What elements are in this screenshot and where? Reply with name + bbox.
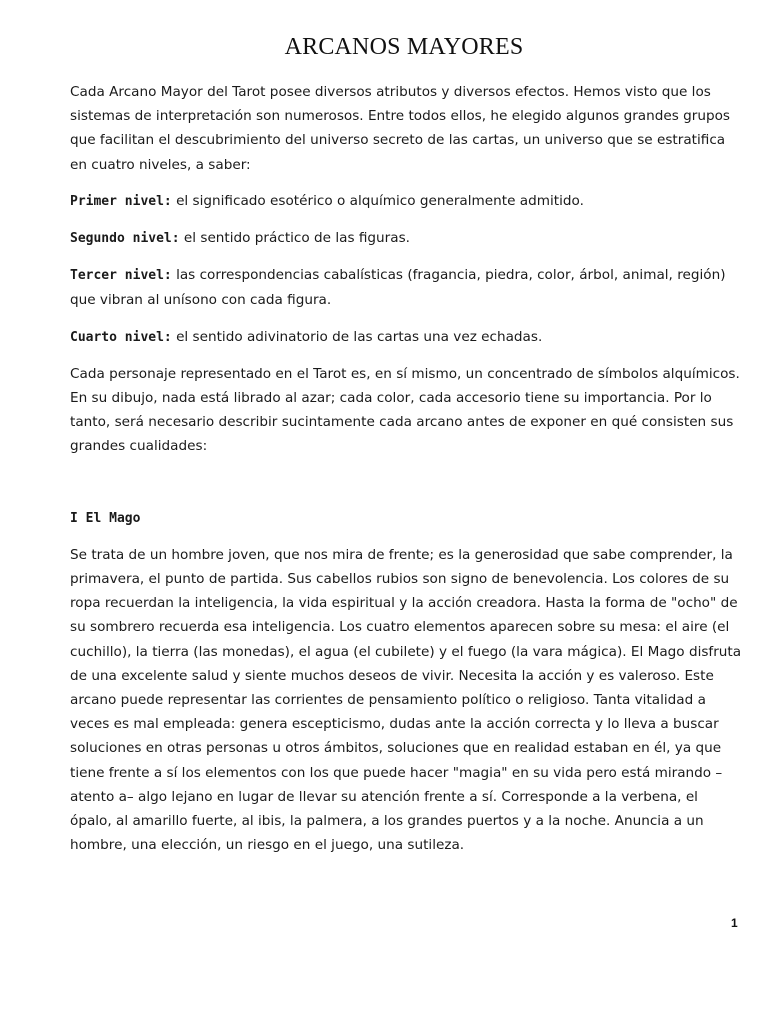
intro-paragraph: Cada Arcano Mayor del Tarot posee diversos atributos y diversos efectos. Hemos visto que los sistemas de interpretación son numerosos. Entre todos ellos, he elegido algunos grandes grupos que facilitan el descubrimiento del universo secreto de las cartas, un universo que se estratifica en cuatro niveles, a saber: xyxy=(70,84,730,173)
section-heading: I El Mago xyxy=(70,510,141,526)
level-label: Segundo nivel: xyxy=(70,231,180,247)
page-number: 1 xyxy=(731,916,738,930)
level-label: Primer nivel: xyxy=(70,193,172,209)
page-title: ARCANOS MAYORES xyxy=(284,34,524,60)
symbols-paragraph: Cada personaje representado en el Tarot es, en sí mismo, un concentrado de símbolos alquímicos. En su dibujo, nada está librado al azar; cada color, cada accesorio tiene su importancia. Por lo tanto, será necesario describir sucintamente cada arcano antes de exponer en qué consisten sus grandes cualidades: xyxy=(70,365,740,455)
level-text: el significado esotérico o alquímico generalmente admitido. xyxy=(171,192,584,209)
level-label: Cuarto nivel: xyxy=(70,329,172,345)
document-body xyxy=(70,80,742,869)
level-item xyxy=(70,263,742,312)
level-text: el sentido adivinatorio de las cartas una vez echadas. xyxy=(171,328,543,345)
level-item xyxy=(70,325,742,350)
level-item xyxy=(70,226,742,251)
section-body: Se trata de un hombre joven, que nos mira de frente; es la generosidad que sabe comprender, la primavera, el punto de partida. Sus cabellos rubios son signo de benevolencia. Los colores de su ropa recuerdan la inteligencia, la vida espiritual y la acción creadora. Hasta la forma de "ocho" de su sombrero recuerda esa inteligencia. Los cuatro elementos aparecen sobre su mesa: el aire (el cuchillo), la tierra (las monedas), el agua (el cubilete) y el fuego (la vara mágica). El Mago disfruta de una excelente salud y siente muchos deseos de vivir. Necesita la acción y es valeroso. Este arcano puede representar las corrientes de pensamiento político o religioso. Tanta vitalidad a veces es mal empleada: genera escepticismo, dudas ante la acción correcta y lo lleva a buscar soluciones en otras personas u otros ámbitos, soluciones que en realidad estaban en él, ya que tiene frente a sí los elementos con los que puede hacer "magia" en su vida pero está mirando –atento a– algo lejano en lugar de llevar su atención frente a sí. Corresponde a la verbena, el ópalo, al amarillo fuerte, al ibis, la palmera, a los grandes puertos y a la noche. Anuncia a un hombre, una elección, un riesgo en el juego, una sutileza. xyxy=(70,546,742,854)
level-label: Tercer nivel: xyxy=(70,268,172,284)
section-spacer xyxy=(70,471,742,507)
level-item xyxy=(70,189,742,214)
level-text: las correspondencias cabalísticas (fragancia, piedra, color, árbol, animal, región) que vibran al unísono con cada figura. xyxy=(70,267,726,309)
level-text: el sentido práctico de las figuras. xyxy=(179,230,410,247)
